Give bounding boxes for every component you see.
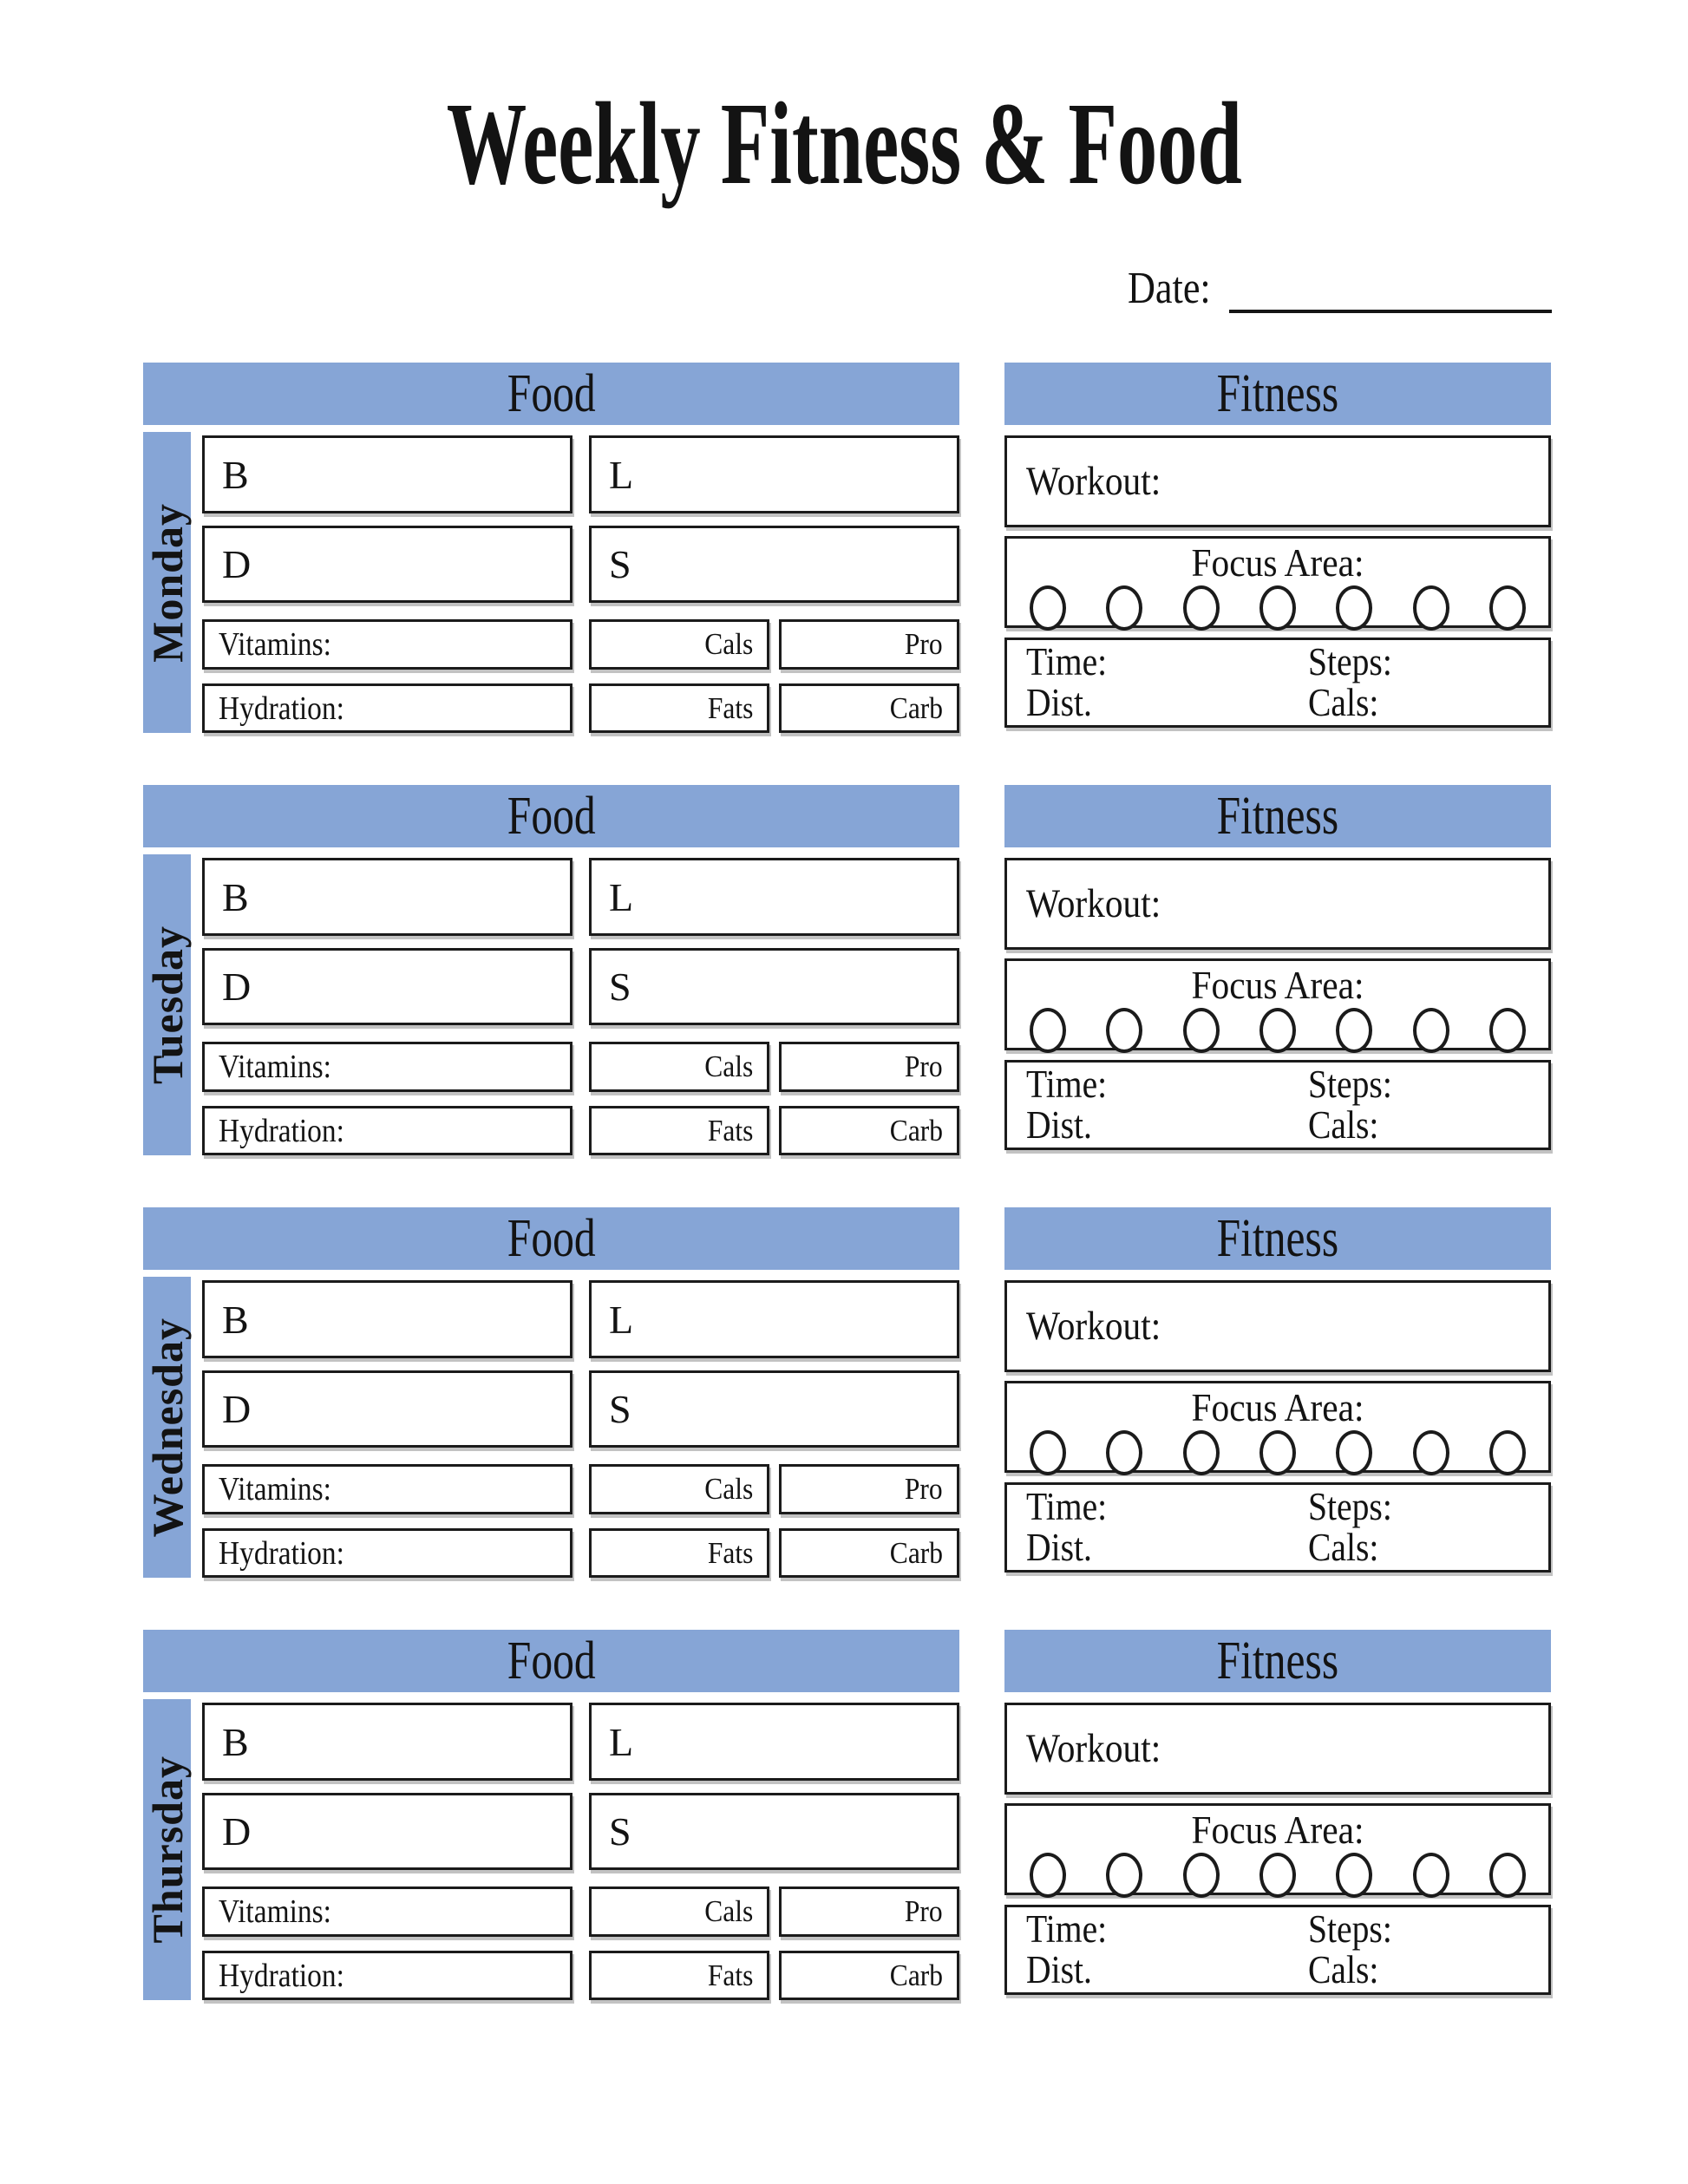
page-title-text: Weekly Fitness & Food (446, 79, 1242, 209)
vitamins-input-box[interactable] (202, 619, 572, 670)
protein-input-box[interactable] (779, 1464, 959, 1514)
fats-label: Fats (707, 1958, 753, 1992)
workout-input-box[interactable] (1004, 1280, 1551, 1372)
steps-label: Steps: (1307, 1484, 1392, 1528)
breakfast-input-box[interactable] (202, 858, 572, 936)
focus-circle[interactable] (1106, 585, 1142, 631)
food-section-header (143, 1630, 959, 1692)
vitamins-input-box[interactable] (202, 1886, 572, 1937)
date-label: Date: (1128, 264, 1211, 313)
hydration-input-box[interactable] (202, 1528, 572, 1578)
focus-circle[interactable] (1489, 1430, 1526, 1475)
fats-input-box[interactable] (589, 1528, 769, 1578)
distance-label: Dist. (1026, 681, 1092, 725)
fitness-section-header (1004, 785, 1551, 847)
food-section-header (143, 785, 959, 847)
carbs-input-box[interactable] (779, 1106, 959, 1155)
snack-label: S (609, 542, 631, 586)
carbs-input-box[interactable] (779, 1528, 959, 1578)
protein-input-box[interactable] (779, 1042, 959, 1092)
workout-label: Workout: (1026, 1726, 1161, 1771)
workout-label: Workout: (1026, 459, 1161, 504)
dinner-label: D (222, 542, 252, 586)
focus-circle[interactable] (1183, 1008, 1220, 1053)
stats-cell (1026, 639, 1308, 683)
steps-label: Steps: (1307, 639, 1392, 683)
stats-cell (1307, 1062, 1529, 1106)
breakfast-label: B (222, 874, 249, 919)
day-sidebar (143, 854, 191, 1155)
focus-circle[interactable] (1413, 1853, 1449, 1898)
stats-cell (1026, 1526, 1308, 1570)
stats-row-bottom (1026, 1526, 1529, 1570)
fitness-section-header (1004, 1207, 1551, 1270)
hydration-input-box[interactable] (202, 1951, 572, 2000)
food-header-label: Food (507, 364, 596, 423)
food-cals-input-box[interactable] (589, 1886, 769, 1937)
fats-label: Fats (707, 1535, 753, 1570)
focus-circle[interactable] (1259, 585, 1296, 631)
food-header-label: Food (507, 1631, 596, 1690)
lunch-input-box[interactable] (589, 858, 959, 936)
carbs-label: Carb (889, 1113, 943, 1148)
breakfast-label: B (222, 1719, 249, 1764)
focus-circle[interactable] (1106, 1853, 1142, 1898)
day-name-label: Monday (142, 502, 192, 663)
fitness-cals-label: Cals: (1307, 1948, 1379, 1992)
focus-circle[interactable] (1183, 585, 1220, 631)
stats-cell (1026, 1948, 1308, 1992)
snack-input-box[interactable] (589, 948, 959, 1025)
stats-cell (1026, 683, 1308, 723)
focus-circle[interactable] (1259, 1430, 1296, 1475)
focus-area-box (1004, 958, 1551, 1050)
stats-cell (1026, 1484, 1308, 1528)
dinner-input-box[interactable] (202, 1370, 572, 1448)
stats-row-bottom (1026, 1103, 1529, 1148)
day-sidebar (143, 1699, 191, 2000)
food-cals-label: Cals (703, 1894, 753, 1928)
focus-circle[interactable] (1489, 1008, 1526, 1053)
fitness-header-label: Fitness (1216, 364, 1339, 423)
day-block (0, 1207, 1688, 1630)
hydration-label: Hydration: (219, 1957, 344, 1994)
workout-label: Workout: (1026, 881, 1161, 926)
stats-cell (1307, 1526, 1529, 1570)
snack-input-box[interactable] (589, 526, 959, 603)
focus-circle[interactable] (1183, 1430, 1220, 1475)
days-container (0, 363, 1688, 2052)
fitness-section-header (1004, 1630, 1551, 1692)
lunch-input-box[interactable] (589, 435, 959, 513)
protein-label: Pro (905, 627, 943, 661)
date-row (1128, 264, 1552, 313)
stats-cell (1307, 639, 1529, 683)
time-label: Time: (1026, 1484, 1108, 1528)
fitness-cals-label: Cals: (1307, 1103, 1379, 1148)
fats-input-box[interactable] (589, 1106, 769, 1155)
lunch-label: L (609, 452, 634, 497)
time-label: Time: (1026, 1906, 1108, 1951)
day-block (0, 785, 1688, 1207)
focus-circle[interactable] (1336, 1008, 1372, 1053)
fitness-section-header (1004, 363, 1551, 425)
food-cals-input-box[interactable] (589, 1042, 769, 1092)
hydration-input-box[interactable] (202, 1106, 572, 1155)
focus-area-label: Focus Area: (1191, 963, 1364, 1007)
stats-cell (1026, 1103, 1308, 1148)
protein-input-box[interactable] (779, 1886, 959, 1937)
steps-label: Steps: (1307, 1062, 1392, 1106)
protein-label: Pro (905, 1049, 943, 1083)
fitness-header-label: Fitness (1216, 1209, 1339, 1268)
focus-circle[interactable] (1030, 1430, 1066, 1475)
day-name-label: Thursday (142, 1756, 192, 1944)
protein-label: Pro (905, 1894, 943, 1928)
time-label: Time: (1026, 1062, 1108, 1106)
stats-cell (1307, 1906, 1529, 1951)
steps-label: Steps: (1307, 1906, 1392, 1951)
lunch-input-box[interactable] (589, 1703, 959, 1781)
fats-label: Fats (707, 690, 753, 725)
focus-area-label: Focus Area: (1191, 540, 1364, 585)
dinner-input-box[interactable] (202, 1793, 572, 1870)
lunch-label: L (609, 874, 634, 919)
stats-row-top (1026, 1484, 1529, 1528)
food-cals-input-box[interactable] (589, 1464, 769, 1514)
day-name-label: Wednesday (142, 1317, 192, 1538)
stats-cell (1307, 1948, 1529, 1992)
focus-circle[interactable] (1336, 585, 1372, 631)
focus-circle[interactable] (1030, 585, 1066, 631)
fitness-header-label: Fitness (1216, 1631, 1339, 1690)
day-sidebar (143, 1277, 191, 1578)
fats-input-box[interactable] (589, 683, 769, 733)
focus-circle[interactable] (1413, 1430, 1449, 1475)
food-section-header (143, 363, 959, 425)
hydration-label: Hydration: (219, 1534, 344, 1572)
lunch-label: L (609, 1297, 634, 1342)
focus-circle[interactable] (1336, 1853, 1372, 1898)
distance-label: Dist. (1026, 1948, 1092, 1992)
breakfast-input-box[interactable] (202, 1280, 572, 1358)
protein-input-box[interactable] (779, 619, 959, 670)
food-cals-input-box[interactable] (589, 619, 769, 670)
stats-cell (1026, 1906, 1308, 1951)
vitamins-input-box[interactable] (202, 1042, 572, 1092)
focus-circles-row (1007, 1008, 1548, 1053)
stats-cell (1308, 683, 1529, 723)
stats-cell (1026, 1062, 1308, 1106)
fitness-stats-box[interactable] (1004, 1482, 1551, 1573)
food-cals-label: Cals (703, 1472, 753, 1506)
fats-label: Fats (707, 1113, 753, 1148)
carbs-input-box[interactable] (779, 1951, 959, 2000)
breakfast-input-box[interactable] (202, 1703, 572, 1781)
fitness-stats-box[interactable] (1004, 1060, 1551, 1150)
carbs-label: Carb (889, 1535, 943, 1570)
fitness-header-label: Fitness (1216, 787, 1339, 846)
focus-circle[interactable] (1259, 1008, 1296, 1053)
food-cals-label: Cals (703, 1049, 753, 1083)
snack-input-box[interactable] (589, 1370, 959, 1448)
focus-circles-row (1007, 585, 1548, 631)
breakfast-label: B (222, 452, 249, 497)
focus-circle[interactable] (1183, 1853, 1220, 1898)
stats-row-bottom (1026, 1948, 1529, 1992)
fitness-stats-box[interactable] (1004, 638, 1551, 728)
workout-input-box[interactable] (1004, 1703, 1551, 1795)
hydration-label: Hydration: (219, 690, 344, 727)
focus-area-box (1004, 1381, 1551, 1473)
focus-circle[interactable] (1259, 1853, 1296, 1898)
stats-row-top (1026, 639, 1529, 683)
focus-circle[interactable] (1413, 585, 1449, 631)
vitamins-input-box[interactable] (202, 1464, 572, 1514)
focus-area-box (1004, 1803, 1551, 1895)
breakfast-input-box[interactable] (202, 435, 572, 513)
distance-label: Dist. (1026, 1103, 1092, 1148)
day-block (0, 1630, 1688, 2052)
vitamins-label: Vitamins: (219, 1893, 331, 1930)
food-header-label: Food (507, 1209, 596, 1268)
fats-input-box[interactable] (589, 1951, 769, 2000)
vitamins-label: Vitamins: (219, 1049, 331, 1085)
time-label: Time: (1026, 639, 1108, 683)
focus-circles-row (1007, 1853, 1548, 1898)
dinner-input-box[interactable] (202, 526, 572, 603)
stats-row-top (1026, 1062, 1529, 1106)
snack-label: S (609, 1387, 631, 1431)
day-sidebar (143, 432, 191, 733)
dinner-label: D (222, 964, 252, 1009)
hydration-label: Hydration: (219, 1112, 344, 1149)
focus-circle[interactable] (1030, 1008, 1066, 1053)
day-name-label: Tuesday (142, 925, 192, 1085)
lunch-label: L (609, 1719, 634, 1764)
food-cals-label: Cals (703, 627, 753, 661)
focus-circle[interactable] (1336, 1430, 1372, 1475)
dinner-label: D (222, 1809, 252, 1854)
focus-circle[interactable] (1489, 585, 1526, 631)
focus-circle[interactable] (1030, 1853, 1066, 1898)
stats-cell (1307, 1103, 1529, 1148)
focus-circle[interactable] (1489, 1853, 1526, 1898)
fitness-cals-label: Cals: (1307, 1526, 1379, 1570)
lunch-input-box[interactable] (589, 1280, 959, 1358)
focus-circle[interactable] (1413, 1008, 1449, 1053)
focus-area-box (1004, 536, 1551, 628)
snack-input-box[interactable] (589, 1793, 959, 1870)
stats-row-bottom (1026, 683, 1529, 723)
fitness-cals-label: Cals: (1307, 681, 1379, 725)
fitness-stats-box[interactable] (1004, 1905, 1551, 1995)
breakfast-label: B (222, 1297, 249, 1342)
workout-input-box[interactable] (1004, 858, 1551, 950)
stats-row-top (1026, 1906, 1529, 1951)
workout-label: Workout: (1026, 1304, 1161, 1349)
vitamins-label: Vitamins: (219, 626, 331, 663)
focus-circles-row (1007, 1430, 1548, 1475)
workout-input-box[interactable] (1004, 435, 1551, 527)
focus-area-label: Focus Area: (1191, 1808, 1364, 1852)
focus-circle[interactable] (1106, 1430, 1142, 1475)
dinner-label: D (222, 1387, 252, 1431)
protein-label: Pro (905, 1472, 943, 1506)
focus-circle[interactable] (1106, 1008, 1142, 1053)
day-block (0, 363, 1688, 785)
hydration-input-box[interactable] (202, 683, 572, 733)
date-input-line[interactable] (1229, 270, 1552, 313)
carbs-label: Carb (889, 1958, 943, 1992)
carbs-input-box[interactable] (779, 683, 959, 733)
distance-label: Dist. (1026, 1526, 1092, 1570)
dinner-input-box[interactable] (202, 948, 572, 1025)
carbs-label: Carb (889, 690, 943, 725)
page-title (0, 80, 1688, 210)
vitamins-label: Vitamins: (219, 1471, 331, 1507)
focus-area-label: Focus Area: (1191, 1385, 1364, 1429)
snack-label: S (609, 964, 631, 1009)
stats-cell (1307, 1484, 1529, 1528)
snack-label: S (609, 1809, 631, 1854)
food-section-header (143, 1207, 959, 1270)
food-header-label: Food (507, 787, 596, 846)
